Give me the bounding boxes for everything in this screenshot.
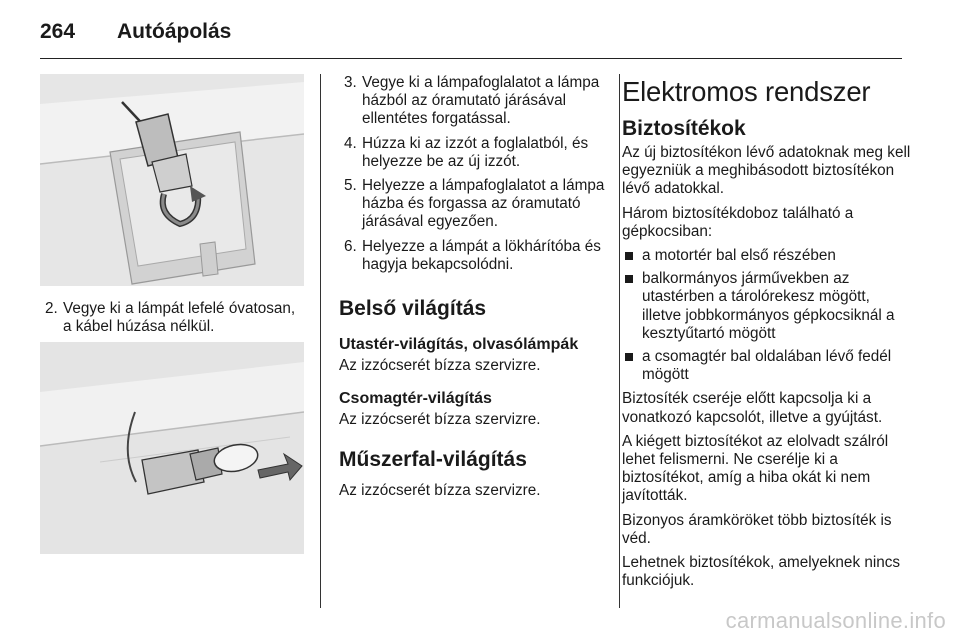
bullet-square-icon — [625, 275, 633, 283]
heading-dashboard-lighting: Műszerfal-világítás — [339, 448, 527, 472]
steps-list-left — [40, 300, 304, 336]
subheading-trunk-lights: Csomagtér-világítás — [339, 390, 492, 408]
step-item — [339, 238, 605, 274]
fuses-paragraph-3: Biztosíték cseréje előtt kapcsolja ki a vonatkozó kapcsolót, illetve a gyújtást. — [622, 390, 883, 426]
step-number: 5. — [344, 177, 357, 195]
step-item — [339, 135, 605, 171]
list-item — [622, 348, 912, 384]
cabin-lights-text: Az izzócserét bízza szervizre. — [339, 357, 541, 375]
section-title: Autóápolás — [117, 20, 232, 43]
illustration-lamp-removal — [40, 74, 304, 286]
step-number: 2. — [45, 300, 58, 317]
step-item — [40, 300, 304, 336]
step-text: Húzza ki az izzót a foglalatból, és helyezze be az új izzót. — [362, 134, 589, 170]
step-number: 4. — [344, 134, 357, 152]
step-item — [339, 177, 605, 232]
fuse-box-locations-list — [622, 247, 912, 384]
fuses-paragraph-4: A kiégett biztosítékot az elolvadt szálról lehet felismerni. Ne cserélje ki a biztosítékot, amíg a hiba okát ki nem javították. — [622, 432, 889, 505]
step-number: 6. — [344, 237, 357, 255]
step-text: Helyezze a lámpafoglalatot a lámpa házba és forgassa az óramutató járásával egyezően. — [362, 177, 605, 231]
dashboard-lights-text: Az izzócserét bízza szervizre. — [339, 482, 541, 500]
watermark: carmanualsonline.info — [725, 608, 946, 633]
subheading-fuses: Biztosítékok — [622, 117, 746, 140]
bullet-square-icon — [625, 252, 633, 260]
fuses-paragraph-6: Lehetnek biztosítékok, amelyeknek nincs funkciójuk. — [622, 554, 901, 590]
step-item — [339, 74, 605, 129]
list-item — [622, 270, 912, 343]
steps-list-middle — [339, 74, 605, 274]
column-divider-2 — [619, 74, 620, 608]
lamp-removal-drawing — [40, 74, 304, 286]
fuses-paragraph-1: Az új biztosítékon lévő adatoknak meg kell egyezniük a meghibásodott biztosítékon lévő adatokkal. — [622, 144, 911, 198]
fuses-paragraph-2: Három biztosítékdoboz található a gépkocsiban: — [622, 204, 854, 240]
illustration-bulb-removal — [40, 342, 304, 554]
page-number: 264 — [40, 20, 76, 43]
list-item-text: a motortér bal első részében — [642, 247, 836, 265]
column-divider-1 — [320, 74, 321, 608]
step-text: Helyezze a lámpát a lökhárítóba és hagyja bekapcsolódni. — [362, 237, 601, 273]
column-right — [622, 74, 912, 596]
list-item-text: balkormányos járművekben az utastérben a tárolórekesz mögött, illetve jobbkormányos gépkocsiknál a kesztyűtartó mögött — [642, 270, 895, 342]
list-item-text: a csomagtér bal oldalában lévő fedél mögött — [642, 348, 892, 384]
column-middle — [339, 74, 605, 507]
step-number: 3. — [344, 74, 357, 91]
heading-interior-lighting: Belső világítás — [339, 297, 487, 321]
page-header — [40, 20, 902, 59]
bulb-removal-drawing — [40, 342, 304, 554]
trunk-lights-text: Az izzócserét bízza szervizre. — [339, 411, 541, 429]
subheading-cabin-lights: Utastér-világítás, olvasólámpák — [339, 336, 579, 354]
bullet-square-icon — [625, 353, 633, 361]
fuses-paragraph-5: Bizonyos áramköröket több biztosíték is véd. — [622, 511, 892, 547]
step-text: Vegye ki a lámpafoglalatot a lámpa házból az óramutató járásával ellentétes forgatással. — [362, 74, 600, 128]
step-text: Vegye ki a lámpát lefelé óvatosan, a kábel húzása nélkül. — [63, 300, 296, 336]
list-item — [622, 247, 912, 265]
column-left — [40, 74, 304, 554]
heading-electrical-system: Elektromos rendszer — [622, 76, 871, 107]
